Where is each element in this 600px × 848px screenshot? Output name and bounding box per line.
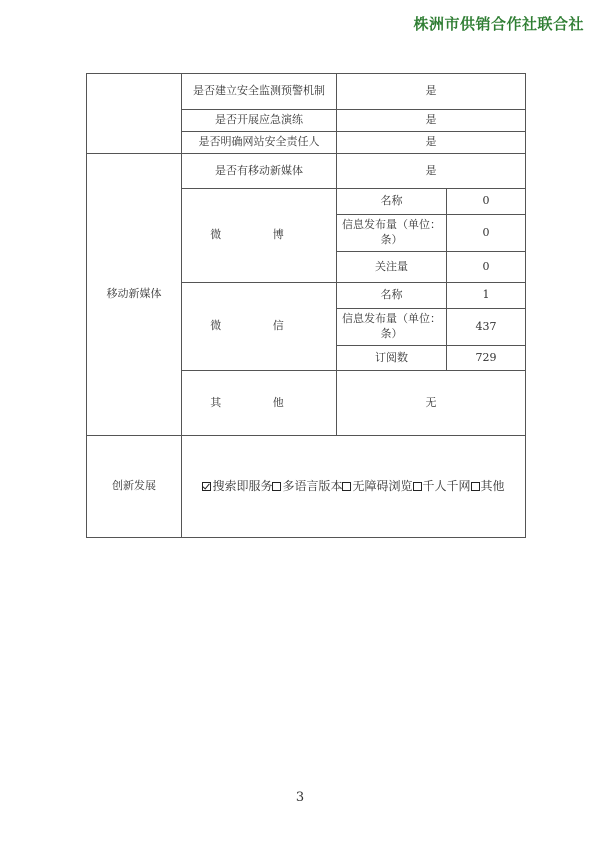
weibo-followers-value: 0: [447, 252, 526, 283]
has-mobile-label: 是否有移动新媒体: [182, 154, 337, 189]
other-label: 其 他: [182, 371, 337, 436]
row-label-drill: 是否开展应急演练: [182, 110, 337, 132]
report-table: [86, 73, 526, 538]
section-label-mobile-media: 移动新媒体: [87, 154, 182, 436]
checkbox-icon[interactable]: [413, 482, 422, 491]
checkbox-icon[interactable]: [342, 482, 351, 491]
innovation-label: 创新发展: [87, 436, 182, 538]
row-label-monitoring: 是否建立安全监测预警机制: [182, 74, 337, 110]
row-label-responsible: 是否明确网站安全责任人: [182, 132, 337, 154]
innovation-options: [182, 436, 526, 538]
option-search-service[interactable]: 搜索即服务: [202, 478, 272, 494]
weibo-name-label: 名称: [337, 189, 447, 215]
option-multilingual[interactable]: 多语言版本: [272, 478, 342, 494]
other-value: 无: [337, 371, 526, 436]
has-mobile-value: 是: [337, 154, 526, 189]
weixin-posts-value: 437: [447, 309, 526, 346]
weibo-name-value: 0: [447, 189, 526, 215]
weixin-name-label: 名称: [337, 283, 447, 309]
checkbox-icon[interactable]: [471, 482, 480, 491]
option-personalized[interactable]: 千人千网: [413, 478, 471, 494]
checkbox-icon[interactable]: [272, 482, 281, 491]
weixin-posts-label: 信息发布量（单位：条）: [337, 309, 447, 346]
weixin-subscribers-value: 729: [447, 346, 526, 371]
option-accessibility[interactable]: 无障碍浏览: [342, 478, 412, 494]
weibo-posts-label: 信息发布量（单位：条）: [337, 215, 447, 252]
weibo-label: 微 博: [182, 189, 337, 283]
continued-section-cell: [87, 74, 182, 154]
checkbox-checked-icon[interactable]: [202, 482, 211, 491]
weibo-posts-value: 0: [447, 215, 526, 252]
row-value-monitoring: 是: [337, 74, 526, 110]
weibo-followers-label: 关注量: [337, 252, 447, 283]
option-other[interactable]: 其他: [471, 478, 505, 494]
weixin-label: 微 信: [182, 283, 337, 371]
page-number: 3: [295, 790, 305, 805]
weixin-name-value: 1: [447, 283, 526, 309]
row-value-responsible: 是: [337, 132, 526, 154]
weixin-subscribers-label: 订阅数: [337, 346, 447, 371]
header-org-name: 株洲市供销合作社联合社: [413, 15, 584, 33]
row-value-drill: 是: [337, 110, 526, 132]
